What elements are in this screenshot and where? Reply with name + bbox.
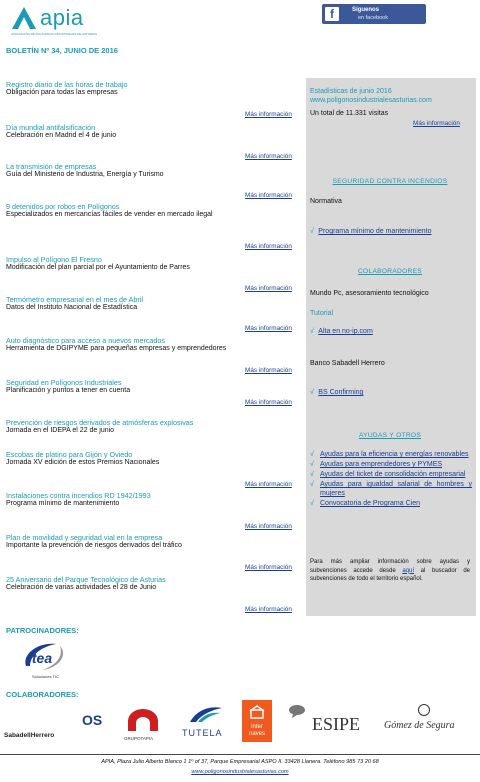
ayuda-item [310, 480, 472, 498]
news-title-link[interactable]: 25 Aniversario del Parque Tecnológico de Asturias [6, 575, 166, 584]
check-icon: √ [310, 471, 314, 478]
more-info-link[interactable]: Más información [245, 153, 292, 160]
gomez-logo-text: Gómez de Segura [384, 720, 455, 731]
ayuda-link[interactable]: Ayudas para emprendedores y PYMES [320, 461, 443, 468]
alta-item [310, 320, 373, 338]
ayudas-list [310, 450, 472, 509]
news-item [6, 202, 213, 218]
ayuda-link[interactable]: Ayudas para igualdad salarial de hombres y mujeres [320, 481, 472, 497]
esipe-logo[interactable] [288, 704, 368, 742]
more-info-link[interactable]: Más información [245, 285, 292, 292]
news-subtitle: Programa mínimo de mantenimiento [6, 500, 120, 507]
bulletin-title: BOLETÍN Nº 34, JUNIO DE 2016 [6, 46, 118, 55]
confirming-link[interactable]: BS Confirming [318, 389, 364, 396]
news-subtitle: Modificación del plan parcial por el Ayuntamiento de Parres [6, 264, 190, 271]
news-title-link[interactable]: Día mundial antifalsificación [6, 123, 96, 132]
check-icon: √ [310, 461, 314, 468]
facebook-icon: f [325, 7, 339, 21]
news-item [6, 491, 151, 507]
news-subtitle: Importante la prevención de riesgos derivados del tráfico [6, 542, 182, 549]
news-item [6, 575, 166, 591]
news-title-link[interactable]: La transmisión de empresas [6, 162, 97, 171]
news-title-link[interactable]: Termómetro empresarial en el mes de Abril [6, 295, 144, 304]
ayuda-item [310, 460, 472, 469]
tutela-wing-icon [188, 704, 224, 724]
news-subtitle: Datos del Instituto Nacional de Estadística [6, 304, 138, 311]
news-title-link[interactable]: Plan de movilidad y seguridad vial en la empresa [6, 533, 163, 542]
more-info-link[interactable]: Más información [245, 325, 292, 332]
more-info-link[interactable]: Más información [245, 111, 292, 118]
facebook-line1: Síguenos [352, 7, 380, 13]
more-info-link[interactable]: Más información [245, 523, 292, 530]
stats-more-link[interactable]: Más información [413, 120, 460, 127]
news-item [6, 80, 127, 96]
stats-visits: Un total de 11.331 visitas [310, 110, 389, 117]
news-title-link[interactable]: Auto diagnóstico para acceso a nuevos mercados [6, 336, 166, 345]
ayuda-item [310, 470, 472, 479]
ayudas-heading: AYUDAS Y OTROS [358, 432, 422, 439]
stats-title: Estadísticas de junio 2016 [310, 88, 392, 95]
news-subtitle: Especializados en mercancías fáciles de vender en mercado ilegal [6, 211, 213, 218]
confirming-item [310, 381, 363, 399]
banco-text: Banco Sabadell Herrero [310, 360, 385, 367]
facebook-line2: en facebook [358, 15, 388, 21]
more-info-link[interactable]: Más información [245, 481, 292, 488]
gomez-emblem-icon [418, 704, 430, 716]
news-title-link[interactable]: Registro diario de las horas de trabajo [6, 80, 128, 89]
ayudas-note [310, 558, 470, 584]
news-subtitle: Herramienta de DGIPYME para pequeñas empresas y emprendedores [6, 345, 227, 352]
footer-divider [0, 754, 480, 755]
check-icon: √ [310, 328, 314, 335]
internaves-logo-text: inter naves [248, 724, 265, 737]
news-title-link[interactable]: 9 detenidos por robos en Polígonos [6, 202, 120, 211]
news-item [6, 162, 164, 178]
aqui-link[interactable]: aquí [402, 567, 415, 574]
security-heading: SEGURIDAD CONTRA INCENDIOS [332, 178, 448, 185]
alta-link[interactable]: Alta en no-ip.com [318, 328, 373, 335]
apia-logo[interactable] [8, 4, 128, 40]
more-info-link[interactable]: Más información [245, 243, 292, 250]
facebook-button[interactable] [322, 4, 426, 24]
news-subtitle: Celebración de varias actividades el 28 de Junio [6, 584, 157, 591]
more-info-link[interactable]: Más información [245, 367, 292, 374]
news-title-link[interactable]: Escobas de platino para Gijón y Oviedo [6, 450, 133, 459]
more-info-link[interactable]: Más información [245, 606, 292, 613]
check-icon: √ [310, 500, 314, 507]
itea-logo-subtext: Soluciones TIC [32, 674, 60, 679]
footer-address: APIA, Plaza Julio Alberto Blanco 1 1º of 37, Parque Empresarial ASPO II. 33428 Llanera. Teléfono 985 73 20 68 [101, 759, 379, 765]
internaves-icon [249, 704, 265, 720]
sabadell-logo-text: SabadellHerrero [4, 732, 55, 739]
itea-logo-text: itea [28, 650, 53, 666]
os-logo[interactable] [82, 712, 102, 730]
apia-logo-tagline: ASOCIACIÓN DE POLÍGONOS INDUSTRIALES DE ASTURIAS [11, 32, 98, 36]
ayuda-link[interactable]: Ayudas del ticket de consolidación empresarial [320, 471, 466, 478]
news-item [6, 418, 193, 434]
check-icon: √ [310, 451, 314, 458]
news-item [6, 295, 143, 311]
sponsors-title: PATROCINADORES: [6, 626, 79, 635]
news-title-link[interactable]: Seguridad en Polígonos Industriales [6, 378, 122, 387]
news-subtitle: Celebración en Madrid el 4 de junio [6, 132, 117, 139]
check-icon: √ [310, 481, 314, 488]
tapia-logo-text: GRUPOTAPIA [124, 736, 154, 741]
news-item [6, 123, 116, 139]
programa-item [310, 220, 432, 238]
tapia-arch-icon [126, 707, 160, 733]
news-item [6, 533, 182, 549]
news-title-link[interactable]: Prevención de riesgos derivados de atmósferas explosivas [6, 418, 194, 427]
news-subtitle: Planificación y puntos a tener en cuenta [6, 387, 131, 394]
programa-link[interactable]: Programa mínimo de mantenimiento [318, 228, 432, 235]
more-info-link[interactable]: Más información [245, 564, 292, 571]
apia-logo-text: apia [40, 5, 84, 30]
stats-url-link[interactable]: www.poligonosindustrialesasturias.com [310, 97, 432, 104]
news-title-link[interactable]: Instalaciones contra incendios RD 1942/1993 [6, 491, 151, 500]
news-subtitle: Jornada en el IDEPA el 22 de junio [6, 427, 115, 434]
tutorial-label: Tutorial [310, 310, 334, 317]
check-icon: √ [310, 228, 314, 235]
ayuda-link[interactable]: Convocatoria de Programa Cien [320, 500, 420, 507]
ayuda-link[interactable]: Ayudas para la eficiencia y energías renovables [320, 451, 469, 458]
apia-logo-mark-icon [11, 6, 37, 30]
sabadell-logo[interactable] [4, 724, 54, 742]
news-title-link[interactable]: Impulso al Polígono El Fresno [6, 255, 102, 264]
internaves-logo[interactable] [242, 700, 272, 742]
gomez-segura-logo[interactable] [382, 704, 472, 742]
news-item [6, 378, 130, 394]
collaborators-title: COLABORADORES: [6, 690, 79, 699]
itea-logo[interactable] [20, 640, 70, 680]
tutela-logo-text: TUTELA [182, 728, 223, 738]
os-logo-text: OS [82, 712, 103, 728]
normativa-text: Normativa [310, 198, 342, 205]
footer-url-link[interactable]: www.poligonosindustrialesasturias.com [191, 769, 289, 775]
tutela-logo[interactable] [180, 704, 236, 740]
sidebar-panel [306, 78, 476, 616]
news-subtitle: Guía del Ministerio de Industria, Energía y Turismo [6, 171, 164, 178]
news-item [6, 336, 226, 352]
ayudas-note-text-2: al buscador de subvenciones de todo el territorio español. [310, 567, 471, 582]
ayuda-item [310, 499, 472, 508]
more-info-link[interactable]: Más información [245, 192, 292, 199]
esipe-bubble-icon [288, 704, 306, 718]
mundo-text: Mundo Pc, asesoramiento tecnológico [310, 290, 429, 297]
colaboradores-heading: COLABORADORES [358, 268, 422, 275]
news-item [6, 450, 159, 466]
ayudas-note-text-1: Para más ampliar información sobre ayudas y subvenciones accede desde [310, 559, 470, 574]
ayuda-item [310, 450, 472, 459]
esipe-logo-text: ESIPE [312, 714, 361, 734]
news-subtitle: Obligación para todas las empresas [6, 89, 118, 96]
check-icon: √ [310, 389, 314, 396]
news-subtitle: Jornada XV edición de estos Premios Nacionales [6, 459, 160, 466]
more-info-link[interactable]: Más información [245, 399, 292, 406]
grupotapia-logo[interactable] [122, 707, 164, 743]
news-item [6, 255, 190, 271]
